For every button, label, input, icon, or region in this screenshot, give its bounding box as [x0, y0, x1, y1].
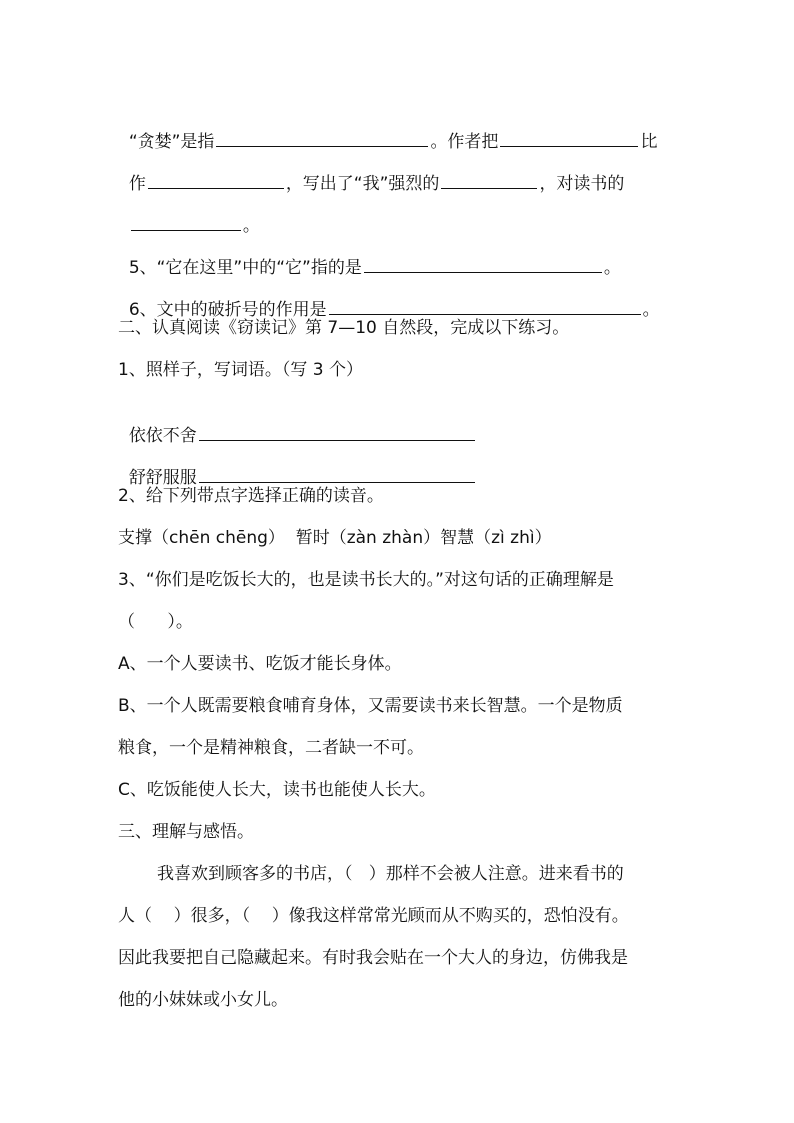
- option-c: C、吃饭能使人长大，读书也能使人长大。: [118, 780, 436, 800]
- text: 比: [640, 132, 658, 152]
- option-b-line-2: 粮食，一个是精神粮食，二者缺一不可。: [118, 738, 424, 758]
- text: 。: [242, 216, 260, 236]
- text: ，对读书的: [539, 174, 625, 194]
- answer-blank[interactable]: [364, 256, 602, 273]
- passage-line-1: 我喜欢到顾客多的书店，（ ）那样不会被人注意。进来看书的: [157, 864, 624, 884]
- question-6: [118, 274, 660, 322]
- s2-question-2: 2、给下列带点字选择正确的读音。: [118, 486, 384, 506]
- answer-blank[interactable]: [148, 172, 284, 189]
- pinyin-choices: 支撑（chēn chēng） 暂时（zàn zhàn）智慧（zì zhì）: [118, 528, 552, 548]
- answer-blank[interactable]: [329, 298, 641, 315]
- text: 依依不舍: [128, 426, 197, 446]
- s2-question-3: 3、“你们是吃饭长大的，也是读书长大的。”对这句话的正确理解是: [118, 570, 614, 590]
- text: ，写出了“我”强烈的: [285, 174, 440, 194]
- text: 作: [128, 174, 146, 194]
- text: 5、“它在这里”中的“它”指的是: [128, 258, 362, 278]
- text: “贪婪”是指: [128, 132, 215, 152]
- answer-parentheses: （ ）。: [118, 612, 193, 632]
- text: 舒舒服服: [128, 468, 197, 488]
- text: 。: [642, 300, 660, 320]
- word-example-1: [118, 400, 477, 448]
- question-5: [118, 232, 621, 280]
- line-3: [118, 190, 260, 238]
- answer-blank[interactable]: [199, 466, 475, 483]
- s2-question-1: 1、照样子，写词语。（写 3 个）: [118, 360, 363, 380]
- passage-line-4: 他的小妹妹或小女儿。: [118, 990, 288, 1010]
- text: 。作者把: [430, 132, 499, 152]
- answer-blank[interactable]: [199, 424, 475, 441]
- answer-blank[interactable]: [131, 214, 241, 231]
- passage-line-2: 人（ ）很多，（ ）像我这样常常光顾而从不购买的，恐怕没有。: [118, 906, 629, 926]
- line-2: [118, 148, 624, 196]
- text: 6、文中的破折号的作用是: [128, 300, 327, 320]
- option-b-line-1: B、一个人既需要粮食哺育身体，又需要读书来长智慧。一个是物质: [118, 696, 623, 716]
- text: 。: [603, 258, 621, 278]
- word-example-2: [118, 442, 477, 490]
- section-2-heading: 二、认真阅读《窃读记》第 7—10 自然段，完成以下练习。: [118, 318, 570, 338]
- option-a: A、一个人要读书、吃饭才能长身体。: [118, 654, 402, 674]
- line-1: [118, 106, 657, 154]
- answer-blank[interactable]: [500, 130, 638, 147]
- answer-blank[interactable]: [216, 130, 428, 147]
- section-3-heading: 三、理解与感悟。: [118, 822, 254, 842]
- answer-blank[interactable]: [441, 172, 537, 189]
- passage-line-3: 因此我要把自己隐藏起来。有时我会贴在一个大人的身边，仿佛我是: [118, 948, 628, 968]
